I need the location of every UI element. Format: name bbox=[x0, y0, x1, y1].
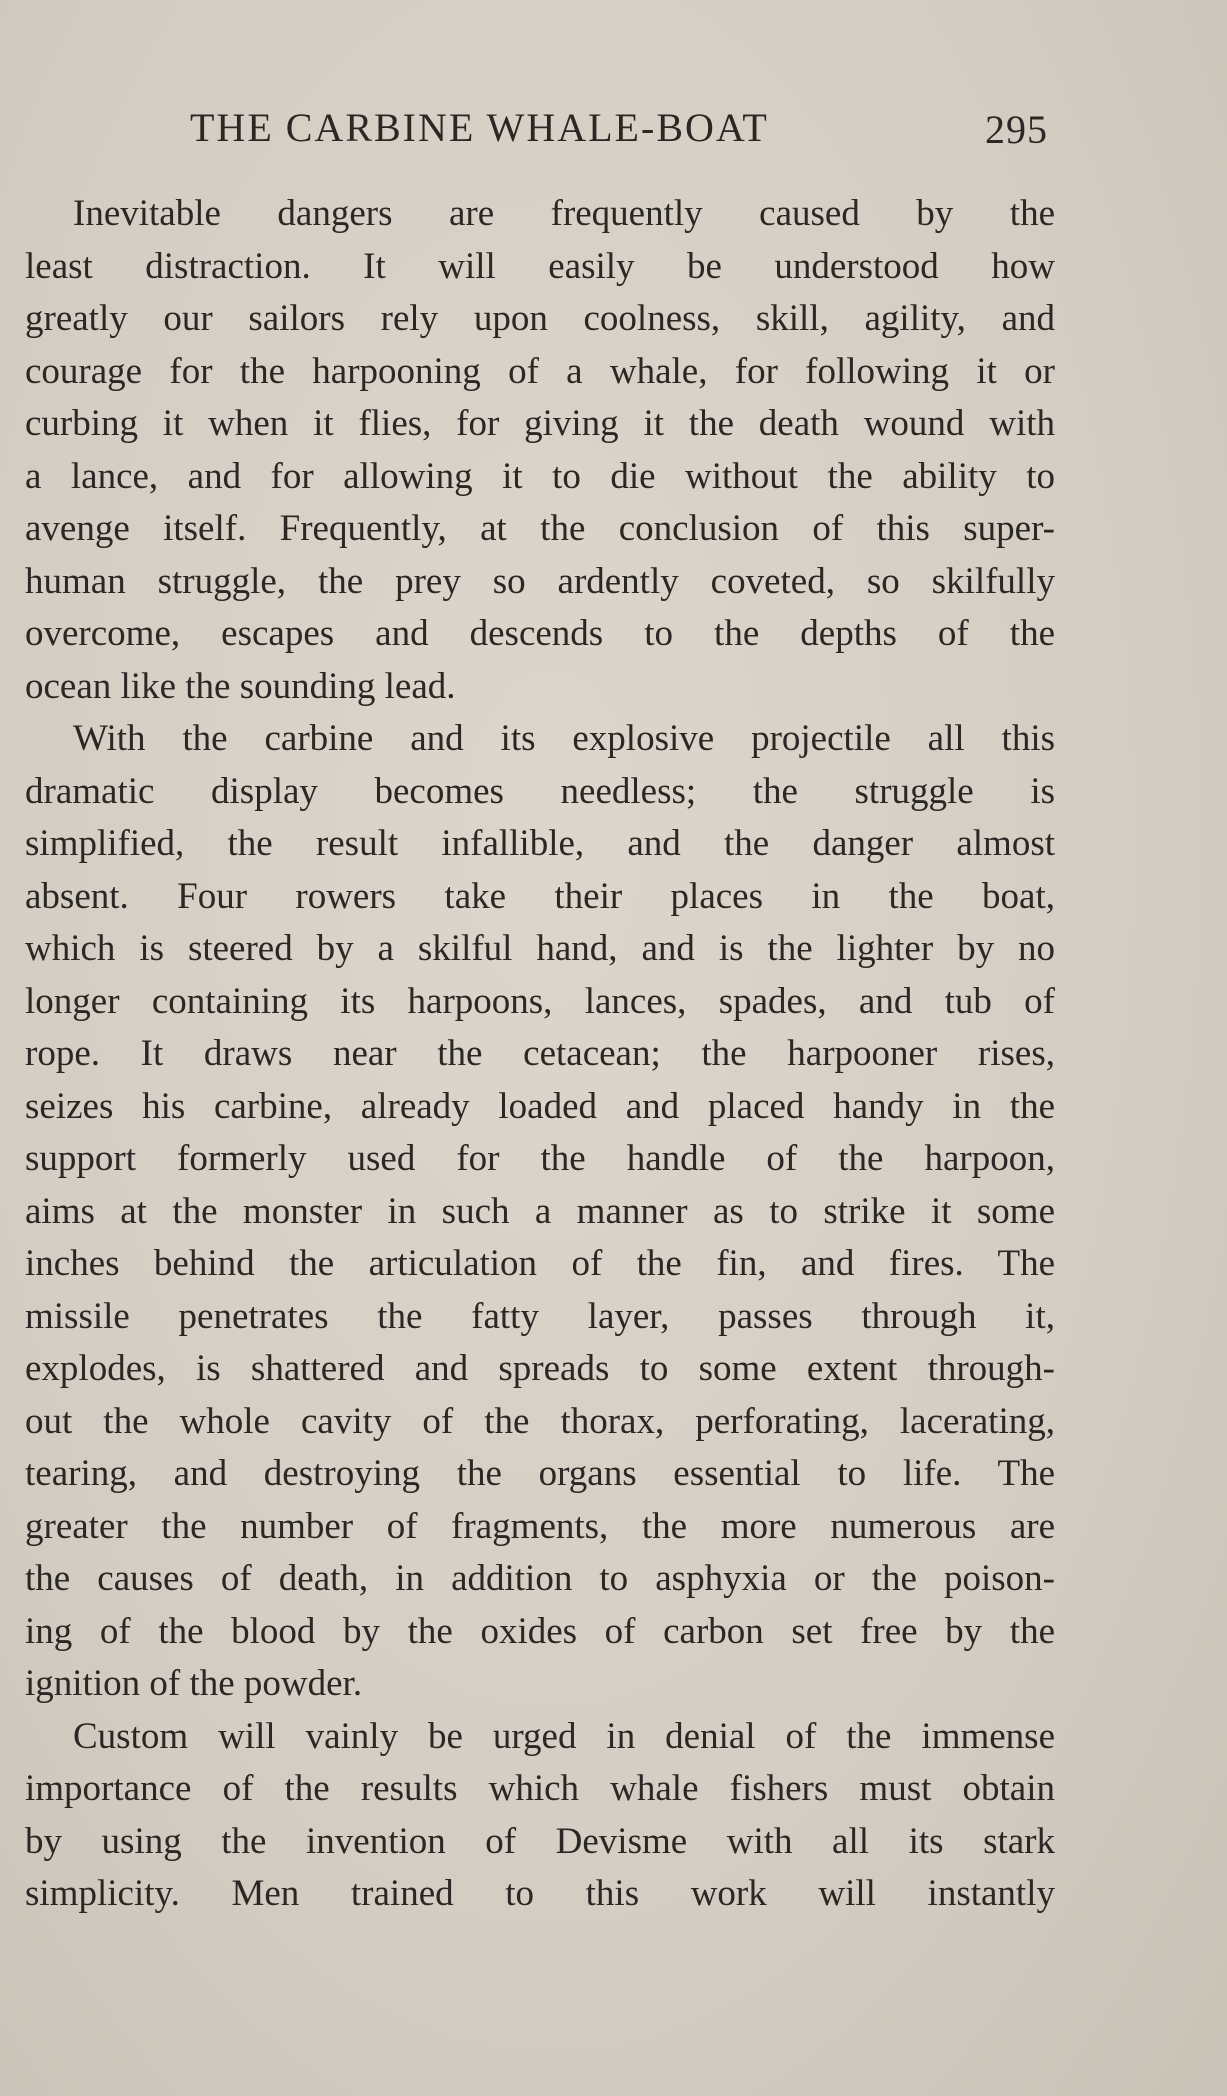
running-title: THE CARBINE WHALE-BOAT bbox=[190, 105, 769, 150]
text-line: seizes his carbine, already loaded and placed handy in the bbox=[25, 1085, 1055, 1127]
text-line: ocean like the sounding lead. bbox=[25, 665, 456, 707]
text-line: curbing it when it flies, for giving it the death wound with bbox=[25, 403, 1055, 444]
text-line: ignition of the powder. bbox=[25, 1663, 363, 1704]
text-line: Custom will vainly be urged in denial of the immense bbox=[73, 1715, 1055, 1757]
text-line: greater the number of fragments, the more numerous are bbox=[25, 1505, 1055, 1547]
text-line: least distraction. It will easily be understood how bbox=[25, 245, 1055, 287]
text-line: human struggle, the prey so ardently coveted, so skilfully bbox=[25, 560, 1055, 602]
running-head bbox=[0, 98, 1227, 158]
text-line: simplicity. Men trained to this work will instantly bbox=[25, 1873, 1055, 1914]
text-line: the causes of death, in addition to asphyxia or the poison- bbox=[25, 1558, 1055, 1599]
text-line: out the whole cavity of the thorax, perforating, lacerating, bbox=[25, 1400, 1055, 1442]
text-line: With the carbine and its explosive projectile all this bbox=[73, 718, 1055, 759]
text-line: missile penetrates the fatty layer, passes through it, bbox=[25, 1295, 1055, 1337]
text-line: greatly our sailors rely upon coolness, skill, agility, and bbox=[25, 298, 1055, 339]
text-line: aims at the monster in such a manner as to strike it some bbox=[25, 1190, 1055, 1232]
text-line: a lance, and for allowing it to die without the ability to bbox=[25, 455, 1055, 497]
text-line: ing of the blood by the oxides of carbon set free by the bbox=[25, 1610, 1055, 1652]
text-line: absent. Four rowers take their places in the boat, bbox=[25, 875, 1055, 917]
text-line: by using the invention of Devisme with all its stark bbox=[25, 1820, 1055, 1862]
text-line: importance of the results which whale fishers must obtain bbox=[25, 1768, 1055, 1809]
text-line: overcome, escapes and descends to the depths of the bbox=[25, 613, 1055, 654]
text-line: Inevitable dangers are frequently caused by the bbox=[73, 193, 1055, 234]
text-line: support formerly used for the handle of the harpoon, bbox=[25, 1138, 1055, 1179]
page-number: 295 bbox=[985, 107, 1048, 152]
text-line: dramatic display becomes needless; the struggle is bbox=[25, 770, 1055, 812]
text-line: inches behind the articulation of the fin, and fires. The bbox=[25, 1243, 1055, 1284]
text-line: which is steered by a skilful hand, and is the lighter by no bbox=[25, 928, 1055, 969]
text-line: tearing, and destroying the organs essential to life. The bbox=[25, 1453, 1055, 1494]
text-line: rope. It draws near the cetacean; the harpooner rises, bbox=[25, 1033, 1055, 1074]
text-line: explodes, is shattered and spreads to some extent through- bbox=[25, 1348, 1055, 1389]
text-line: avenge itself. Frequently, at the conclusion of this super- bbox=[25, 508, 1055, 549]
text-line: simplified, the result infallible, and the danger almost bbox=[25, 823, 1055, 864]
text-line: courage for the harpooning of a whale, for following it or bbox=[25, 350, 1055, 392]
text-line: longer containing its harpoons, lances, spades, and tub of bbox=[25, 980, 1055, 1022]
body-text bbox=[25, 188, 1055, 1921]
